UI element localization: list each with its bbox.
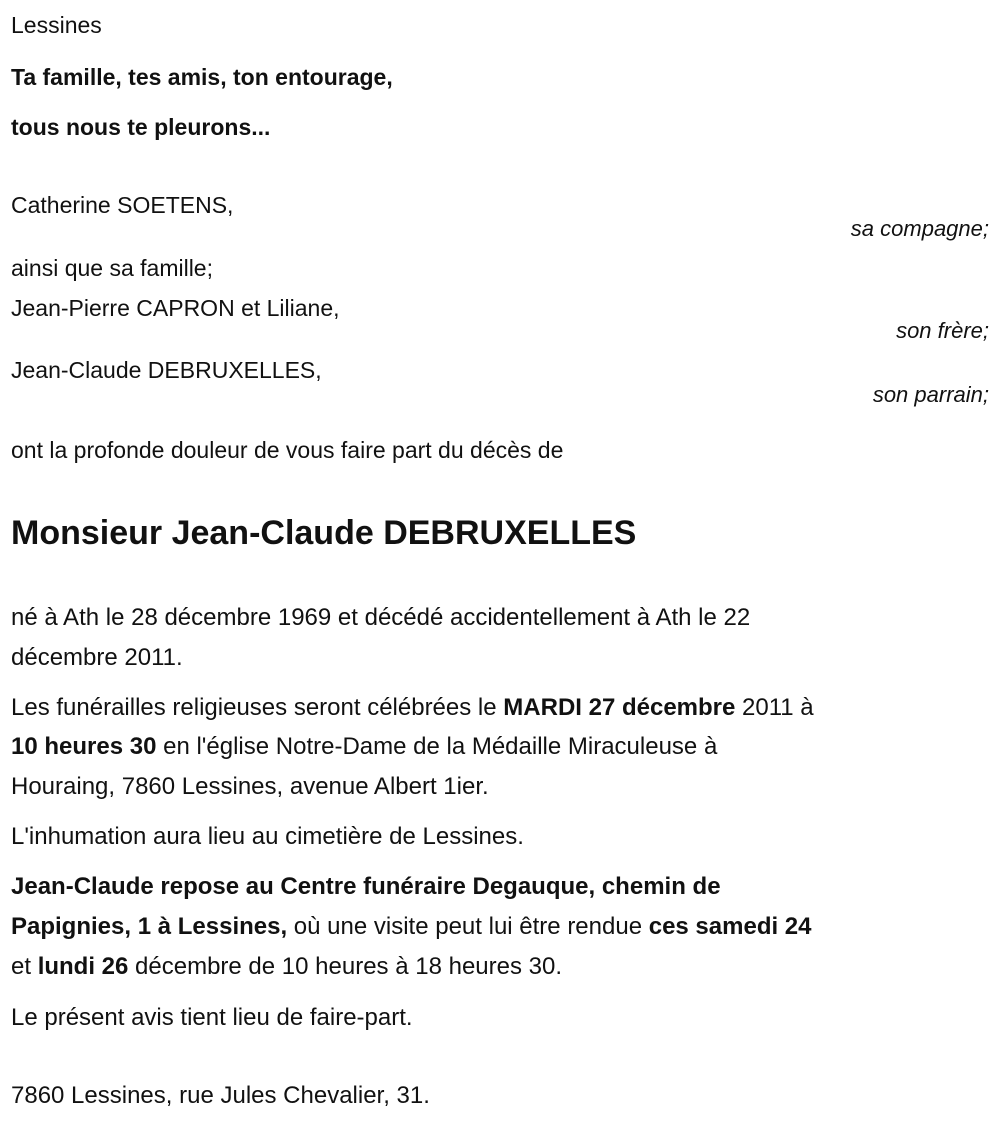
family-relation: son parrain; (872, 382, 989, 407)
family-name: Jean-Claude DEBRUXELLES, (11, 357, 322, 383)
text: 2011 à (735, 694, 814, 721)
announcement: ont la profonde douleur de vous faire part du décès de (11, 437, 564, 463)
text: Papignies, 1 à Lessines, (11, 913, 288, 940)
text: lundi 26 (37, 953, 129, 980)
verse-line-2: tous nous te pleurons... (11, 114, 271, 140)
family-relation: sa compagne; (850, 216, 989, 241)
text: ces samedi 24 (648, 913, 812, 940)
family-name: ainsi que sa famille; (11, 255, 213, 281)
visit-line: Jean-Claude repose au Centre funéraire Degauque, chemin de (11, 873, 721, 900)
text: en l'église Notre-Dame de la Médaille Miraculeuse à (156, 733, 718, 760)
funeral-date: MARDI 27 décembre (503, 694, 736, 721)
birth-line: décembre 2011. (11, 644, 183, 671)
verse-line-1: Ta famille, tes amis, ton entourage, (11, 64, 393, 90)
text: et (11, 953, 38, 980)
family-name: Jean-Pierre CAPRON et Liliane, (11, 295, 340, 321)
city: Lessines (11, 12, 102, 38)
birth-line: né à Ath le 28 décembre 1969 et décédé accidentellement à Ath le 22 (11, 604, 751, 631)
text: Les funérailles religieuses seront célébrées le (11, 694, 504, 721)
funeral-line (11, 693, 814, 723)
funeral-time: 10 heures 30 (11, 733, 157, 760)
visit-line (11, 912, 812, 942)
funeral-line: Houraing, 7860 Lessines, avenue Albert 1ier. (11, 773, 489, 800)
deceased-name: Monsieur Jean-Claude DEBRUXELLES (11, 514, 637, 552)
notice-line: Le présent avis tient lieu de faire-part. (11, 1004, 413, 1031)
visit-line (11, 952, 562, 982)
family-relation: son frère; (896, 318, 989, 343)
family-name: Catherine SOETENS, (11, 192, 234, 218)
burial-line: L'inhumation aura lieu au cimetière de Lessines. (11, 823, 524, 850)
text: décembre de 10 heures à 18 heures 30. (128, 953, 563, 980)
funeral-line (11, 732, 717, 762)
address-line: 7860 Lessines, rue Jules Chevalier, 31. (11, 1082, 430, 1109)
text: où une visite peut lui être rendue (287, 913, 649, 940)
